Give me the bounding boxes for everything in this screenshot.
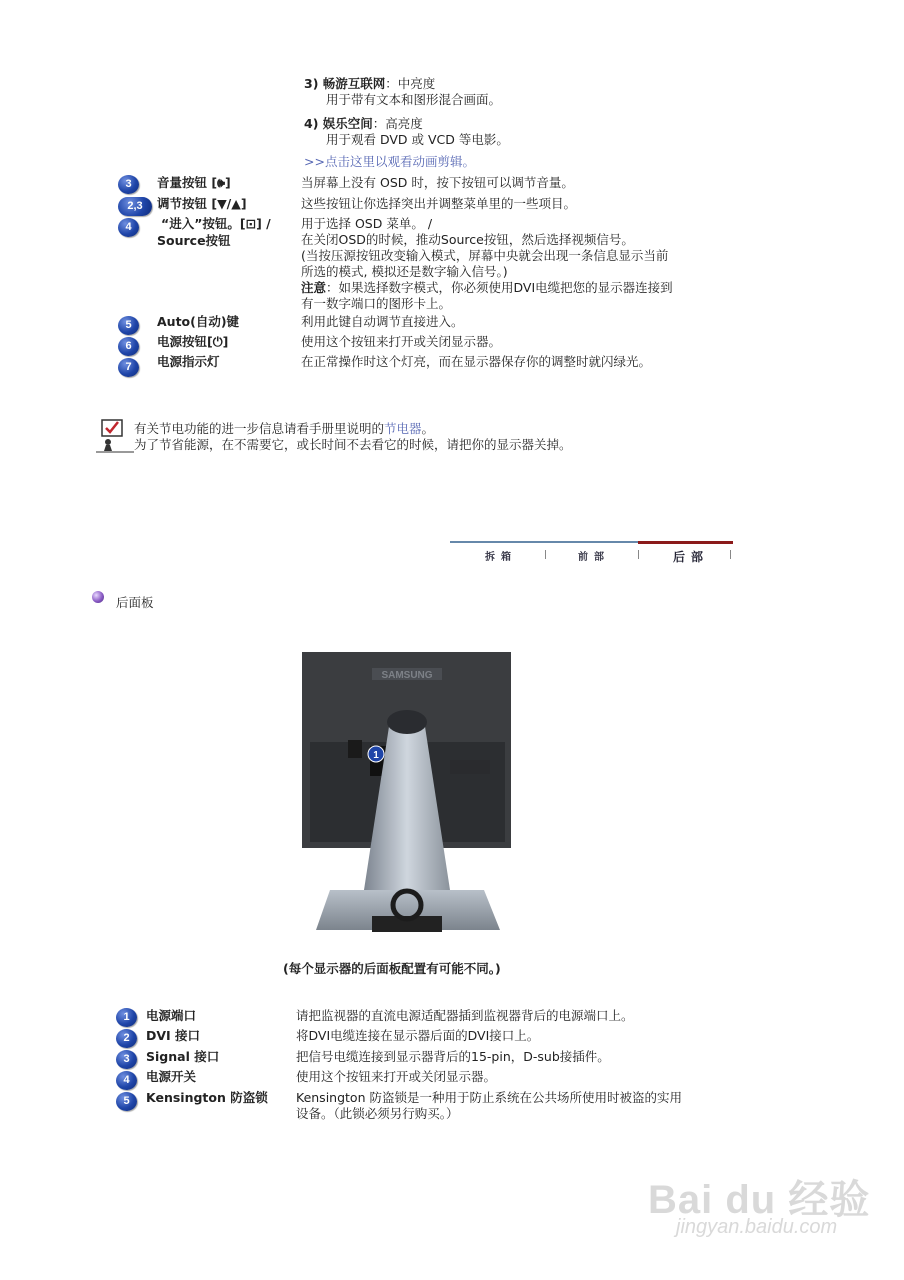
- tip-text: 。: [421, 421, 435, 436]
- monitor-callout: 1: [373, 750, 379, 761]
- kensington-lock-label: Kensington 防盗锁: [146, 1090, 268, 1105]
- enter-button-desc: [301, 216, 673, 312]
- power-port-desc: 请把监视器的直流电源适配器插到监视器背后的电源端口上。: [296, 1008, 634, 1023]
- mode-value: ：中亮度: [385, 76, 436, 91]
- desc-line: Kensington 防盗锁是一种用于防止系统在公共场所使用时被盗的实用: [296, 1090, 682, 1105]
- power-button-desc: 使用这个按钮来打开或关闭显示器。: [301, 334, 502, 349]
- desc-line: 在关闭OSD的时候，推动Source按钮，然后选择视频信号。: [301, 232, 634, 247]
- mode-value: ：高亮度: [372, 116, 423, 131]
- power-switch-label: 电源开关: [146, 1069, 197, 1084]
- badge-7: 7: [118, 358, 139, 377]
- power-saver-link[interactable]: 节电器: [384, 421, 422, 436]
- nav-separator: [638, 550, 639, 559]
- baidu-watermark-logo: Bai du 经验: [648, 1178, 871, 1222]
- source-button-label: Source按钮: [157, 233, 231, 248]
- volume-button-desc: 当屏幕上没有 OSD 时，按下按钮可以调节音量。: [301, 175, 574, 190]
- rear-badge-5: 5: [116, 1092, 137, 1111]
- desc-line: (当按压源按钮改变输入模式，屏幕中央就会出现一条信息显示当前: [301, 248, 669, 263]
- power-switch-desc: 使用这个按钮来打开或关闭显示器。: [296, 1069, 497, 1084]
- auto-button-label: Auto(自动)键: [157, 314, 240, 329]
- tip-text: 有关节电功能的进一步信息请看手册里说明的: [134, 421, 385, 436]
- tip-line-2: 为了节省能源，在不需要它，或长时间不去看它的时候，请把你的显示器关掉。: [134, 437, 572, 452]
- kensington-lock-desc: [296, 1090, 682, 1122]
- adjust-button-label: 调节按钮 [▼/▲]: [157, 196, 247, 211]
- dvi-port-label: DVI 接口: [146, 1028, 201, 1043]
- rear-badge-2: 2: [116, 1029, 137, 1048]
- desc-line: 所选的模式, 模拟还是数字输入信号。): [301, 264, 508, 279]
- power-port-label: 电源端口: [146, 1008, 197, 1023]
- tip-line-1: [134, 421, 434, 437]
- tab-rear[interactable]: 后部: [673, 550, 710, 564]
- rear-badge-4: 4: [116, 1071, 137, 1090]
- badge-3: 3: [118, 175, 139, 194]
- badge-4: 4: [118, 218, 139, 237]
- baidu-watermark-url: jingyan.baidu.com: [676, 1216, 838, 1238]
- desc-line: 设备。（此锁必须另行购买。）: [296, 1106, 459, 1121]
- power-indicator-desc: 在正常操作时这个灯亮，而在显示器保存你的调整时就闪绿光。: [301, 354, 652, 369]
- note-icon: [96, 415, 134, 453]
- signal-port-desc: 把信号电缆连接到显示器背后的15-pin，D-sub接插件。: [296, 1049, 610, 1064]
- image-caption: (每个显示器的后面板配置有可能不同。): [283, 961, 501, 976]
- nav-active-line: [638, 541, 733, 544]
- volume-button-label: 音量按钮 [🕪]: [157, 175, 231, 190]
- auto-button-desc: 利用此键自动调节直接进入。: [301, 314, 464, 329]
- desc-line: 有一数字端口的图形卡上。: [301, 296, 452, 311]
- dvi-port-desc: 将DVI电缆连接在显示器后面的DVI接口上。: [296, 1028, 540, 1043]
- tab-unpacking[interactable]: 拆箱: [485, 552, 517, 563]
- rear-badge-1: 1: [116, 1008, 137, 1027]
- adjust-button-desc: 这些按钮让你选择突出并调整菜单里的一些项目。: [301, 196, 577, 211]
- mode-desc: 用于带有文本和图形混合画面。: [326, 92, 502, 107]
- signal-port-label: Signal 接口: [146, 1049, 220, 1064]
- badge-5: 5: [118, 316, 139, 335]
- enter-button-label: “进入”按钮。[⊡] /: [161, 216, 271, 231]
- mode-title: 3) 畅游互联网: [304, 76, 386, 91]
- power-indicator-label: 电源指示灯: [157, 354, 220, 369]
- mode-3: [304, 76, 501, 108]
- animation-link[interactable]: >>点击这里以观看动画剪辑。: [304, 154, 475, 169]
- badge-6: 6: [118, 337, 139, 356]
- note-line: [301, 280, 673, 296]
- mode-title: 4) 娱乐空间: [304, 116, 373, 131]
- badge-2-3: 2,3: [118, 197, 152, 216]
- power-button-label: 电源按钮[⏻]: [157, 334, 229, 349]
- nav-separator: [730, 550, 731, 559]
- nav-line: [450, 541, 638, 543]
- rear-badge-3: 3: [116, 1050, 137, 1069]
- mode-desc: 用于观看 DVD 或 VCD 等电影。: [326, 132, 509, 147]
- note-text: ：如果选择数字模式，你必须使用DVI电缆把您的显示器连接到: [326, 280, 673, 295]
- note-label: 注意: [301, 280, 327, 295]
- nav-separator: [545, 550, 546, 559]
- bullet-icon: [92, 591, 104, 603]
- monitor-rear-image: [300, 650, 513, 952]
- section-title: 后面板: [116, 595, 154, 610]
- mode-4: [304, 116, 509, 148]
- desc-line: 用于选择 OSD 菜单。 /: [301, 216, 433, 231]
- monitor-brand: SAMSUNG: [381, 670, 433, 681]
- tab-front[interactable]: 前部: [578, 552, 610, 563]
